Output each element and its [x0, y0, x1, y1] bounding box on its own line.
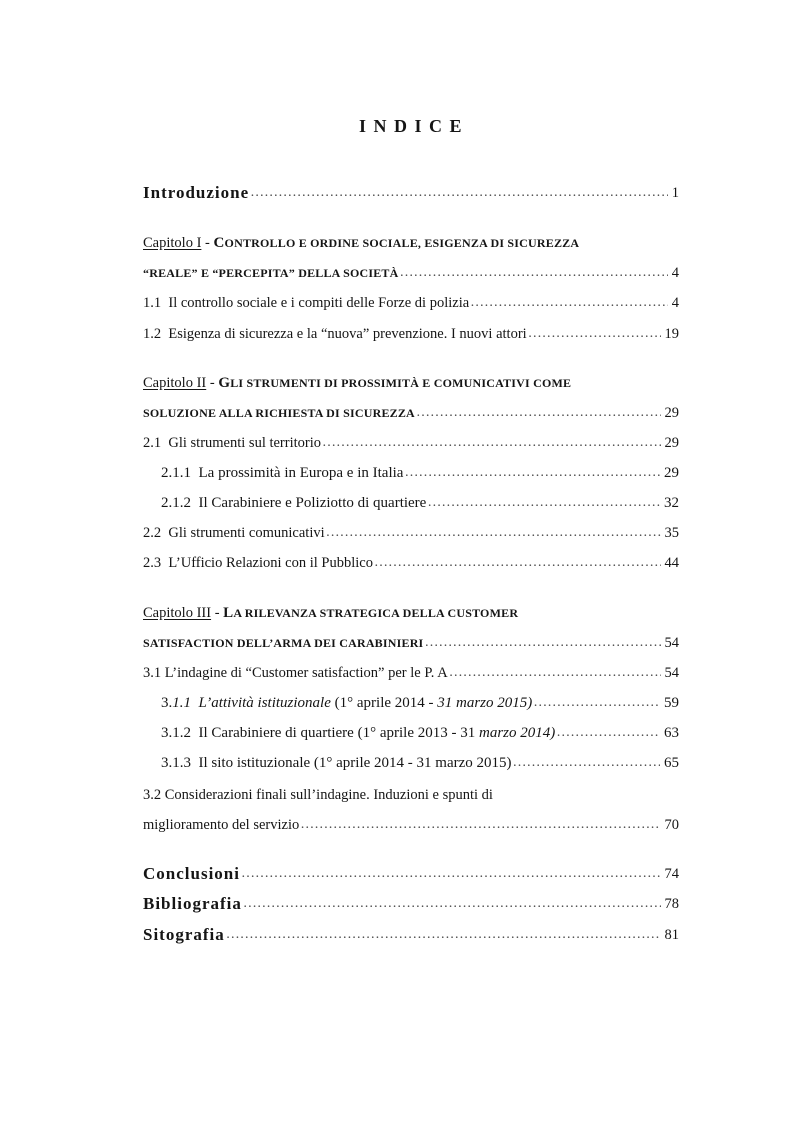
chapter-title-line2: “REALE” E “PERCEPITA” DELLA SOCIETÀ [143, 266, 399, 280]
chapter-title-line1: GLI STRUMENTI DI PROSSIMITÀ E COMUNICATIVI COME [218, 375, 572, 391]
toc-chapter-1-heading [143, 232, 679, 254]
page-number: 4 [671, 295, 679, 311]
toc-entry-3-2 [143, 784, 679, 806]
dot-leader [374, 552, 661, 574]
toc-label-dates: (1° aprile 2014 - [330, 695, 438, 711]
dot-leader [528, 323, 661, 345]
chapter-title-line2: SATISFACTION DELL’ARMA DEI CARABINIERI [143, 636, 424, 650]
chapter-title-line1: LA RILEVANZA STRATEGICA DELLA CUSTOMER [223, 605, 519, 621]
toc-label: 2.1.1 La prossimità in Europa e in Italia [161, 465, 404, 481]
dot-leader [416, 402, 661, 424]
toc-label: 3.1.3 Il sito istituzionale (1° aprile 2014 - 31 marzo 2015) [161, 755, 512, 771]
toc-label: 2.1 Gli strumenti sul territorio [143, 435, 322, 451]
page-number: 35 [664, 525, 679, 541]
toc-label: 3.2 Considerazioni finali sull’indagine. Induzioni e spunti di [143, 787, 493, 803]
dot-leader [533, 692, 660, 714]
page-number: 19 [664, 326, 679, 342]
page-number: 29 [664, 465, 679, 481]
toc-label-italic: 1.1 L’attività istituzionale [172, 695, 331, 711]
dot-leader [243, 893, 661, 915]
toc-entry-1-1 [143, 292, 679, 314]
chapter-label: Capitolo II [143, 375, 207, 391]
toc-chapter-3-heading [143, 602, 679, 624]
toc-label-number: 3. [161, 695, 173, 711]
chapter-separator: - [211, 605, 224, 621]
dot-leader [400, 262, 668, 284]
toc-label: 2.3 L’Ufficio Relazioni con il Pubblico [143, 555, 373, 571]
toc-entry-3-1 [143, 662, 679, 684]
page-title: I N D I C E [358, 116, 463, 136]
toc-entry-1-2 [143, 323, 679, 345]
toc-label: 3.1 L’indagine di “Customer satisfaction” per le P. A [143, 665, 448, 681]
chapter-label: Capitolo III [143, 605, 212, 621]
chapter-label: Capitolo I [143, 235, 202, 251]
toc-label-italic: marzo 2014) [478, 725, 556, 741]
toc-entry-3-1-1 [161, 692, 679, 714]
dot-leader [470, 292, 668, 314]
toc-label: 1.2 Esigenza di sicurezza e la “nuova” prevenzione. I nuovi attori [143, 326, 527, 342]
toc-entry-2-2 [143, 522, 679, 544]
page-number: 29 [664, 405, 679, 421]
toc-entry-2-3 [143, 552, 679, 574]
toc-label: Introduzione [143, 183, 250, 202]
toc-label-italic-dates: 31 marzo 2015) [437, 695, 533, 711]
toc-entry-2-1-2 [161, 492, 679, 514]
toc-entry-3-1-2 [161, 722, 679, 744]
page-number: 32 [664, 495, 679, 511]
page-number: 54 [664, 635, 679, 651]
toc-label: Bibliografia [143, 894, 242, 913]
toc-entry-introduzione [143, 182, 679, 204]
dot-leader [513, 752, 660, 774]
page-number: 29 [664, 435, 679, 451]
toc-entry-2-1-1 [161, 462, 679, 484]
toc-label: miglioramento del servizio [143, 817, 300, 833]
chapter-separator: - [201, 235, 214, 251]
toc-chapter-2-heading-cont [143, 402, 679, 424]
toc-label: 1.1 Il controllo sociale e i compiti delle Forze di polizia [143, 295, 470, 311]
toc-chapter-2-heading [143, 372, 679, 394]
chapter-separator: - [206, 375, 219, 391]
toc-label: 2.1.2 Il Carabiniere e Poliziotto di quartiere [161, 495, 427, 511]
dot-leader [427, 492, 660, 514]
toc-entry-2-1 [143, 432, 679, 454]
chapter-title-line1: CONTROLLO E ORDINE SOCIALE, ESIGENZA DI SICUREZZA [213, 235, 580, 251]
toc-label: 3.1.2 Il Carabiniere di quartiere (1° aprile 2013 - 31 [161, 725, 479, 741]
chapter-title-line2: SOLUZIONE ALLA RICHIESTA DI SICUREZZA [143, 406, 415, 420]
dot-leader [322, 432, 660, 454]
dot-leader [300, 814, 660, 836]
page-number: 44 [664, 555, 679, 571]
page-number: 70 [664, 817, 679, 833]
toc-label: 2.2 Gli strumenti comunicativi [143, 525, 325, 541]
toc-entry-bibliografia [143, 893, 679, 915]
toc-entry-3-1-3 [161, 752, 679, 774]
page-number: 4 [671, 265, 679, 281]
toc-chapter-3-heading-cont [143, 632, 679, 654]
toc-label: Sitografia [143, 925, 225, 944]
page-number: 81 [664, 927, 679, 943]
page-number: 74 [664, 866, 679, 882]
dot-leader [556, 722, 660, 744]
dot-leader [326, 522, 661, 544]
toc-entry-3-2-cont [143, 814, 679, 836]
dot-leader [250, 182, 668, 204]
toc-chapter-1-heading-cont [143, 262, 679, 284]
dot-leader [241, 863, 661, 885]
page-number: 59 [664, 695, 679, 711]
toc-entry-sitografia [143, 924, 679, 946]
page-number: 54 [664, 665, 679, 681]
page-number: 78 [664, 896, 679, 912]
dot-leader [404, 462, 660, 484]
dot-leader [449, 662, 661, 684]
dot-leader [226, 924, 661, 946]
toc-entry-conclusioni [143, 863, 679, 885]
page-number: 1 [671, 185, 679, 201]
page-number: 65 [664, 755, 679, 771]
dot-leader [424, 632, 660, 654]
toc-label: Conclusioni [143, 864, 240, 883]
page-number: 63 [664, 725, 679, 741]
